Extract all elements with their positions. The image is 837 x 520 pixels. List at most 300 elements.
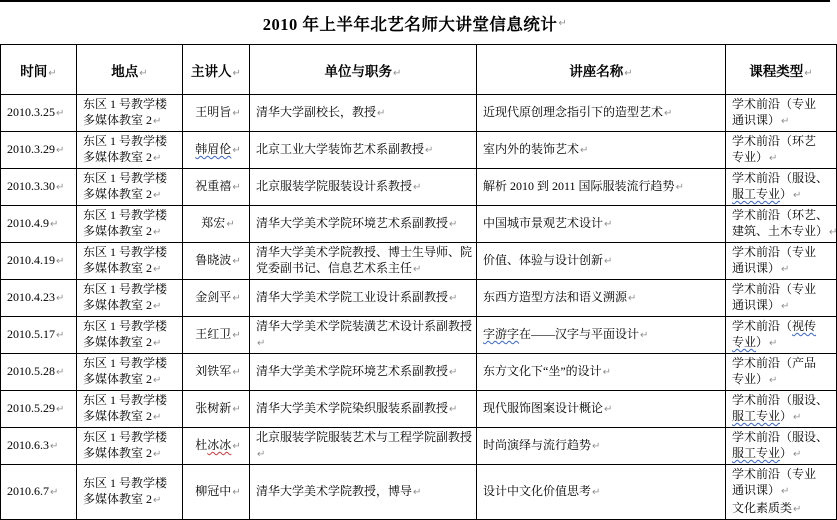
cell-course[interactable] bbox=[726, 391, 837, 428]
cell-time[interactable] bbox=[1, 354, 77, 391]
cell-course[interactable] bbox=[726, 317, 837, 354]
paragraph-mark: ↵ bbox=[449, 404, 458, 415]
cell-unit[interactable] bbox=[250, 280, 477, 317]
column-header-time[interactable] bbox=[1, 45, 77, 95]
cell-location-line bbox=[83, 371, 180, 389]
cell-text: 多媒体教室 2 bbox=[83, 224, 153, 238]
cell-course-line bbox=[732, 355, 834, 371]
cell-text: ） bbox=[780, 446, 793, 460]
cell-unit-line bbox=[256, 141, 474, 159]
cell-text: 多媒体教室 2 bbox=[83, 187, 153, 201]
cell-location[interactable] bbox=[77, 132, 183, 169]
paragraph-mark: ↵ bbox=[769, 153, 778, 164]
cell-time[interactable] bbox=[1, 465, 77, 520]
cell-location-line bbox=[83, 318, 180, 334]
paragraph-mark: ↵ bbox=[232, 67, 241, 79]
table-row bbox=[1, 95, 837, 132]
cell-unit[interactable] bbox=[250, 317, 477, 354]
cell-course-line bbox=[732, 96, 834, 112]
cell-unit-line bbox=[256, 363, 474, 381]
paragraph-mark: ↵ bbox=[56, 367, 65, 378]
cell-text: 学术前沿（专业 bbox=[732, 245, 817, 259]
paragraph-mark: ↵ bbox=[232, 330, 241, 341]
cell-text: 祝重禧 bbox=[195, 179, 232, 193]
cell-lecture-line bbox=[483, 289, 723, 307]
cell-course[interactable] bbox=[726, 465, 837, 520]
spellcheck-marked-text: 服工专业 bbox=[732, 187, 781, 201]
cell-location[interactable] bbox=[77, 243, 183, 280]
cell-lecture[interactable] bbox=[477, 428, 726, 465]
table-row bbox=[1, 243, 837, 280]
cell-course[interactable] bbox=[726, 169, 837, 206]
cell-lecture[interactable] bbox=[477, 243, 726, 280]
cell-location-line bbox=[83, 334, 180, 352]
cell-location[interactable] bbox=[77, 465, 183, 520]
cell-lecture[interactable] bbox=[477, 169, 726, 206]
table-row bbox=[1, 317, 837, 354]
cell-unit-line bbox=[256, 429, 474, 463]
cell-speaker[interactable] bbox=[183, 206, 250, 243]
column-header-label: 时间 bbox=[20, 63, 48, 79]
cell-location[interactable] bbox=[77, 95, 183, 132]
cell-text: 清华大学副校长，教授 bbox=[256, 105, 377, 119]
paragraph-mark: ↵ bbox=[393, 67, 402, 79]
cell-unit[interactable] bbox=[250, 243, 477, 280]
cell-time-line bbox=[7, 363, 74, 381]
cell-time-line bbox=[7, 141, 74, 159]
cell-course-line bbox=[732, 334, 834, 352]
cell-lecture-line bbox=[483, 141, 723, 159]
paragraph-mark: ↵ bbox=[425, 145, 434, 156]
spellcheck-marked-text: 冰冰 bbox=[207, 438, 232, 452]
cell-speaker-line bbox=[189, 483, 247, 501]
paragraph-mark: ↵ bbox=[232, 145, 241, 156]
cell-location-line bbox=[83, 408, 180, 426]
cell-lecture-line bbox=[483, 483, 723, 501]
paragraph-mark: ↵ bbox=[257, 338, 266, 349]
cell-time[interactable] bbox=[1, 243, 77, 280]
cell-location[interactable] bbox=[77, 169, 183, 206]
paragraph-mark: ↵ bbox=[50, 219, 59, 230]
paragraph-mark: ↵ bbox=[781, 486, 790, 497]
cell-time-line bbox=[7, 104, 74, 122]
cell-time[interactable] bbox=[1, 317, 77, 354]
cell-text: 通识课） bbox=[732, 483, 781, 497]
cell-text: 通识课） bbox=[732, 113, 781, 127]
cell-lecture-line bbox=[483, 252, 723, 270]
cell-speaker[interactable] bbox=[183, 391, 250, 428]
cell-location-line bbox=[83, 297, 180, 315]
cell-unit-line bbox=[256, 215, 474, 233]
cell-text: 东区 1 号教学楼 bbox=[83, 134, 168, 148]
cell-course[interactable] bbox=[726, 206, 837, 243]
table-header bbox=[1, 45, 837, 95]
column-header-label: 讲座名称 bbox=[569, 63, 624, 79]
cell-course-line bbox=[732, 297, 834, 315]
cell-text: 学术前沿（产品 bbox=[732, 356, 817, 370]
cell-text: 东西方造型方法和语义溯源 bbox=[483, 290, 628, 304]
paragraph-mark: ↵ bbox=[413, 264, 422, 275]
cell-speaker[interactable] bbox=[183, 354, 250, 391]
cell-course-line bbox=[732, 112, 834, 130]
cell-text: 学术前沿（服设、 bbox=[732, 430, 829, 444]
paragraph-mark: ↵ bbox=[232, 441, 241, 452]
paragraph-mark: ↵ bbox=[592, 487, 601, 498]
cell-location-line bbox=[83, 260, 180, 278]
paragraph-mark: ↵ bbox=[413, 487, 422, 498]
spellcheck-marked-text: 专业 bbox=[732, 335, 757, 349]
cell-text: 专业） bbox=[732, 150, 769, 164]
cell-text: 多媒体教室 2 bbox=[83, 150, 153, 164]
column-header-label: 主讲人 bbox=[191, 63, 232, 79]
paragraph-mark: ↵ bbox=[153, 375, 162, 386]
cell-time[interactable] bbox=[1, 95, 77, 132]
cell-location-line bbox=[83, 244, 180, 260]
cell-speaker[interactable] bbox=[183, 243, 250, 280]
paragraph-mark: ↵ bbox=[624, 67, 633, 79]
column-header-speaker[interactable] bbox=[183, 45, 250, 95]
cell-speaker[interactable] bbox=[183, 169, 250, 206]
cell-text: 多媒体教室 2 bbox=[83, 335, 153, 349]
paragraph-mark: ↵ bbox=[449, 293, 458, 304]
spellcheck-marked-text: 韩眉伦 bbox=[195, 142, 232, 156]
paragraph-mark: ↵ bbox=[829, 227, 837, 238]
cell-time[interactable] bbox=[1, 391, 77, 428]
cell-text: 东区 1 号教学楼 bbox=[83, 476, 168, 490]
cell-speaker[interactable] bbox=[183, 95, 250, 132]
cell-speaker[interactable] bbox=[183, 465, 250, 520]
paragraph-mark: ↵ bbox=[56, 404, 65, 415]
table-row bbox=[1, 169, 837, 206]
cell-text: 学术前沿（专业 bbox=[732, 282, 817, 296]
cell-location-line bbox=[83, 96, 180, 112]
cell-time[interactable] bbox=[1, 280, 77, 317]
paragraph-mark: ↵ bbox=[232, 182, 241, 193]
cell-time-line bbox=[7, 483, 74, 501]
cell-text: 2010.4.19 bbox=[7, 253, 55, 267]
cell-speaker-line bbox=[189, 437, 247, 455]
cell-text: 东区 1 号教学楼 bbox=[83, 393, 168, 407]
cell-location-line bbox=[83, 149, 180, 167]
cell-lecture[interactable] bbox=[477, 280, 726, 317]
cell-location[interactable] bbox=[77, 280, 183, 317]
cell-course-line bbox=[732, 260, 834, 278]
paragraph-mark: ↵ bbox=[56, 182, 65, 193]
cell-lecture[interactable] bbox=[477, 132, 726, 169]
cell-unit[interactable] bbox=[250, 465, 477, 520]
cell-location-line bbox=[83, 186, 180, 204]
cell-speaker-line bbox=[189, 289, 247, 307]
cell-location-line bbox=[83, 170, 180, 186]
paragraph-mark: ↵ bbox=[232, 487, 241, 498]
cell-location[interactable] bbox=[77, 391, 183, 428]
cell-unit[interactable] bbox=[250, 391, 477, 428]
cell-course[interactable] bbox=[726, 95, 837, 132]
paragraph-mark: ↵ bbox=[449, 219, 458, 230]
cell-text: 清华大学美术学院教授，博导 bbox=[256, 484, 413, 498]
paragraph-mark: ↵ bbox=[640, 330, 649, 341]
paragraph-mark: ↵ bbox=[675, 182, 684, 193]
cell-lecture-line bbox=[483, 178, 723, 196]
paragraph-mark: ↵ bbox=[56, 293, 65, 304]
cell-text: 2010.5.29 bbox=[7, 401, 55, 415]
cell-location-line bbox=[83, 445, 180, 463]
cell-time[interactable] bbox=[1, 132, 77, 169]
paragraph-mark: ↵ bbox=[592, 441, 601, 452]
cell-location[interactable] bbox=[77, 206, 183, 243]
cell-text: 2010.5.17 bbox=[7, 327, 55, 341]
cell-text: 多媒体教室 2 bbox=[83, 261, 153, 275]
cell-speaker-line bbox=[189, 363, 247, 381]
paragraph-mark: ↵ bbox=[153, 153, 162, 164]
cell-lecture[interactable] bbox=[477, 391, 726, 428]
cell-text: 中国城市景观艺术设计 bbox=[483, 216, 604, 230]
cell-time-line bbox=[7, 289, 74, 307]
cell-time-line bbox=[7, 326, 74, 344]
cell-course-line bbox=[732, 429, 834, 445]
cell-course-line bbox=[732, 318, 834, 334]
cell-text: 2010.4.23 bbox=[7, 290, 55, 304]
paragraph-mark: ↵ bbox=[449, 367, 458, 378]
paragraph-mark: ↵ bbox=[769, 375, 778, 386]
paragraph-mark: ↵ bbox=[232, 256, 241, 267]
cell-text: 2010.3.29 bbox=[7, 142, 55, 156]
cell-course-line bbox=[732, 170, 834, 186]
cell-speaker-line bbox=[189, 178, 247, 196]
cell-speaker-line bbox=[189, 141, 247, 159]
cell-location-line bbox=[83, 355, 180, 371]
cell-time[interactable] bbox=[1, 206, 77, 243]
cell-unit-line bbox=[256, 178, 474, 196]
cell-text: 多媒体教室 2 bbox=[83, 298, 153, 312]
cell-text: 学术前沿（服设、 bbox=[732, 171, 829, 185]
cell-text: 北京服装学院服装设计系教授 bbox=[256, 179, 413, 193]
cell-unit[interactable] bbox=[250, 206, 477, 243]
paragraph-mark: ↵ bbox=[56, 330, 65, 341]
paragraph-mark: ↵ bbox=[793, 449, 802, 460]
table-row bbox=[1, 280, 837, 317]
cell-course-line bbox=[732, 408, 834, 426]
cell-text: 2010.3.25 bbox=[7, 105, 55, 119]
cell-text: 北京工业大学装饰艺术系副教授 bbox=[256, 142, 425, 156]
cell-time[interactable] bbox=[1, 169, 77, 206]
cell-text: 价值、体验与设计创新 bbox=[483, 253, 604, 267]
cell-unit-line bbox=[256, 244, 474, 278]
cell-course-line bbox=[732, 223, 837, 241]
column-header-unit[interactable] bbox=[250, 45, 477, 95]
cell-unit-line bbox=[256, 318, 474, 352]
cell-text: 近现代原创理念指引下的造型艺术 bbox=[483, 105, 664, 119]
cell-text: 东区 1 号教学楼 bbox=[83, 282, 168, 296]
paragraph-mark: ↵ bbox=[153, 338, 162, 349]
cell-text: ） bbox=[780, 187, 793, 201]
cell-location-line bbox=[83, 475, 180, 491]
cell-text: 清华大学美术学院工业设计系副教授 bbox=[256, 290, 449, 304]
cell-location[interactable] bbox=[77, 428, 183, 465]
cell-unit[interactable] bbox=[250, 354, 477, 391]
cell-lecture[interactable] bbox=[477, 354, 726, 391]
paragraph-mark: ↵ bbox=[153, 412, 162, 423]
cell-time[interactable] bbox=[1, 428, 77, 465]
table-row bbox=[1, 428, 837, 465]
cell-lecture-line bbox=[483, 437, 723, 455]
paragraph-mark: ↵ bbox=[604, 256, 613, 267]
cell-speaker-line bbox=[189, 252, 247, 270]
cell-course-line bbox=[732, 371, 834, 389]
cell-text: 王明旨 bbox=[195, 105, 232, 119]
cell-text: ） bbox=[756, 335, 769, 349]
cell-course[interactable] bbox=[726, 280, 837, 317]
cell-unit-line bbox=[256, 483, 474, 501]
cell-text: 学术前沿（环艺、 bbox=[732, 208, 829, 222]
cell-speaker[interactable] bbox=[183, 280, 250, 317]
table-row bbox=[1, 132, 837, 169]
cell-text: 建筑、土木专业） bbox=[732, 224, 829, 238]
paragraph-mark: ↵ bbox=[153, 227, 162, 238]
cell-text: 东区 1 号教学楼 bbox=[83, 208, 168, 222]
cell-course[interactable] bbox=[726, 132, 837, 169]
cell-text: 学术前沿（环艺 bbox=[732, 134, 817, 148]
paragraph-mark: ↵ bbox=[604, 219, 613, 230]
paragraph-mark: ↵ bbox=[793, 504, 802, 515]
cell-unit[interactable] bbox=[250, 428, 477, 465]
cell-text: 设计中文化价值思考 bbox=[483, 484, 592, 498]
cell-location-line bbox=[83, 223, 180, 241]
header-row bbox=[1, 45, 837, 95]
cell-course[interactable] bbox=[726, 354, 837, 391]
cell-text: 在——汉字与平面设计 bbox=[519, 327, 640, 341]
cell-location-line bbox=[83, 491, 180, 509]
cell-speaker[interactable] bbox=[183, 317, 250, 354]
paragraph-mark: ↵ bbox=[257, 449, 266, 460]
cell-lecture[interactable] bbox=[477, 465, 726, 520]
paragraph-mark: ↵ bbox=[226, 219, 235, 230]
paragraph-mark: ↵ bbox=[558, 17, 568, 29]
column-header-label: 地点 bbox=[111, 63, 139, 79]
cell-text: 文化素质类 bbox=[732, 501, 793, 515]
cell-time-line bbox=[7, 252, 74, 270]
cell-text: 学术前沿（ bbox=[732, 319, 793, 333]
table-row bbox=[1, 206, 837, 243]
table-row bbox=[1, 391, 837, 428]
cell-unit[interactable] bbox=[250, 95, 477, 132]
paragraph-mark: ↵ bbox=[153, 301, 162, 312]
cell-lecture[interactable] bbox=[477, 317, 726, 354]
cell-location-line bbox=[83, 133, 180, 149]
table-body bbox=[1, 95, 837, 520]
paragraph-mark: ↵ bbox=[628, 293, 637, 304]
cell-text: 清华大学美术学院教授、博士生导师、院党委副书记、信息艺术系主任 bbox=[256, 245, 473, 275]
paragraph-mark: ↵ bbox=[781, 264, 790, 275]
paragraph-mark: ↵ bbox=[804, 67, 813, 79]
cell-lecture-line bbox=[483, 326, 723, 344]
cell-unit-line bbox=[256, 104, 474, 122]
cell-text: 2010.3.30 bbox=[7, 179, 55, 193]
paragraph-mark: ↵ bbox=[48, 67, 57, 79]
paragraph-mark: ↵ bbox=[153, 264, 162, 275]
cell-course-line bbox=[732, 392, 834, 408]
paragraph-mark: ↵ bbox=[602, 367, 612, 378]
column-header-label: 单位与职务 bbox=[324, 63, 393, 79]
cell-course[interactable] bbox=[726, 243, 837, 280]
column-header-lecture[interactable] bbox=[477, 45, 726, 95]
cell-speaker-line bbox=[189, 215, 247, 233]
cell-unit-line bbox=[256, 289, 474, 307]
paragraph-mark: ↵ bbox=[232, 367, 241, 378]
cell-speaker[interactable] bbox=[183, 428, 250, 465]
cell-course-line bbox=[732, 133, 834, 149]
spellcheck-marked-text: 服工专业 bbox=[732, 446, 781, 460]
table-row bbox=[1, 465, 837, 520]
cell-text: 多媒体教室 2 bbox=[83, 113, 153, 127]
cell-location-line bbox=[83, 392, 180, 408]
cell-text: 时尚演绎与流行趋势 bbox=[483, 438, 592, 452]
cell-text: 多媒体教室 2 bbox=[83, 446, 153, 460]
cell-time-line bbox=[7, 400, 74, 418]
paragraph-mark: ↵ bbox=[153, 495, 162, 506]
cell-lecture[interactable] bbox=[477, 206, 726, 243]
paragraph-mark: ↵ bbox=[793, 190, 802, 201]
spellcheck-marked-text: 字游字 bbox=[483, 327, 520, 341]
cell-text: 柳冠中 bbox=[195, 484, 232, 498]
cell-text: 郑宏 bbox=[201, 216, 226, 230]
cell-text: 学术前沿（服设、 bbox=[732, 393, 829, 407]
column-header-location[interactable] bbox=[77, 45, 183, 95]
cell-text: 鲁晓波 bbox=[195, 253, 232, 267]
cell-text: 多媒体教室 2 bbox=[83, 492, 153, 506]
cell-text: 刘铁军 bbox=[195, 364, 232, 378]
cell-unit[interactable] bbox=[250, 169, 477, 206]
paragraph-mark: ↵ bbox=[769, 338, 778, 349]
cell-unit-line bbox=[256, 400, 474, 418]
cell-course-line bbox=[732, 281, 834, 297]
cell-location[interactable] bbox=[77, 317, 183, 354]
cell-speaker-line bbox=[189, 400, 247, 418]
cell-text: 解析 2010 到 2011 国际服装流行趋势 bbox=[483, 179, 675, 193]
cell-course-line bbox=[732, 482, 834, 500]
cell-time-line bbox=[7, 437, 74, 455]
cell-lecture[interactable] bbox=[477, 95, 726, 132]
column-header-label: 课程类型 bbox=[749, 63, 804, 79]
paragraph-mark: ↵ bbox=[56, 256, 65, 267]
cell-unit[interactable] bbox=[250, 132, 477, 169]
cell-text: 北京服装学院服装艺术与工程学院副教授 bbox=[256, 430, 473, 444]
lecture-table bbox=[0, 44, 837, 520]
cell-location-line bbox=[83, 112, 180, 130]
table-row bbox=[1, 354, 837, 391]
spellcheck-marked-text: 服工专业 bbox=[732, 409, 781, 423]
cell-text: 多媒体教室 2 bbox=[83, 372, 153, 386]
paragraph-mark: ↵ bbox=[153, 190, 162, 201]
cell-location-line bbox=[83, 429, 180, 445]
table-title[interactable] bbox=[0, 0, 830, 44]
paragraph-mark: ↵ bbox=[153, 116, 162, 127]
cell-course-line bbox=[732, 186, 834, 204]
cell-text: 金剑平 bbox=[195, 290, 232, 304]
cell-course[interactable] bbox=[726, 428, 837, 465]
cell-time-line bbox=[7, 215, 74, 233]
cell-speaker[interactable] bbox=[183, 132, 250, 169]
cell-location-line bbox=[83, 207, 180, 223]
cell-location[interactable] bbox=[77, 354, 183, 391]
cell-course-line bbox=[732, 500, 834, 518]
paragraph-mark: ↵ bbox=[793, 412, 802, 423]
cell-text: 通识课） bbox=[732, 298, 781, 312]
cell-text: 2010.4.9 bbox=[7, 216, 49, 230]
cell-text: 东区 1 号教学楼 bbox=[83, 171, 168, 185]
cell-lecture-line bbox=[483, 104, 723, 122]
column-header-course[interactable] bbox=[726, 45, 837, 95]
